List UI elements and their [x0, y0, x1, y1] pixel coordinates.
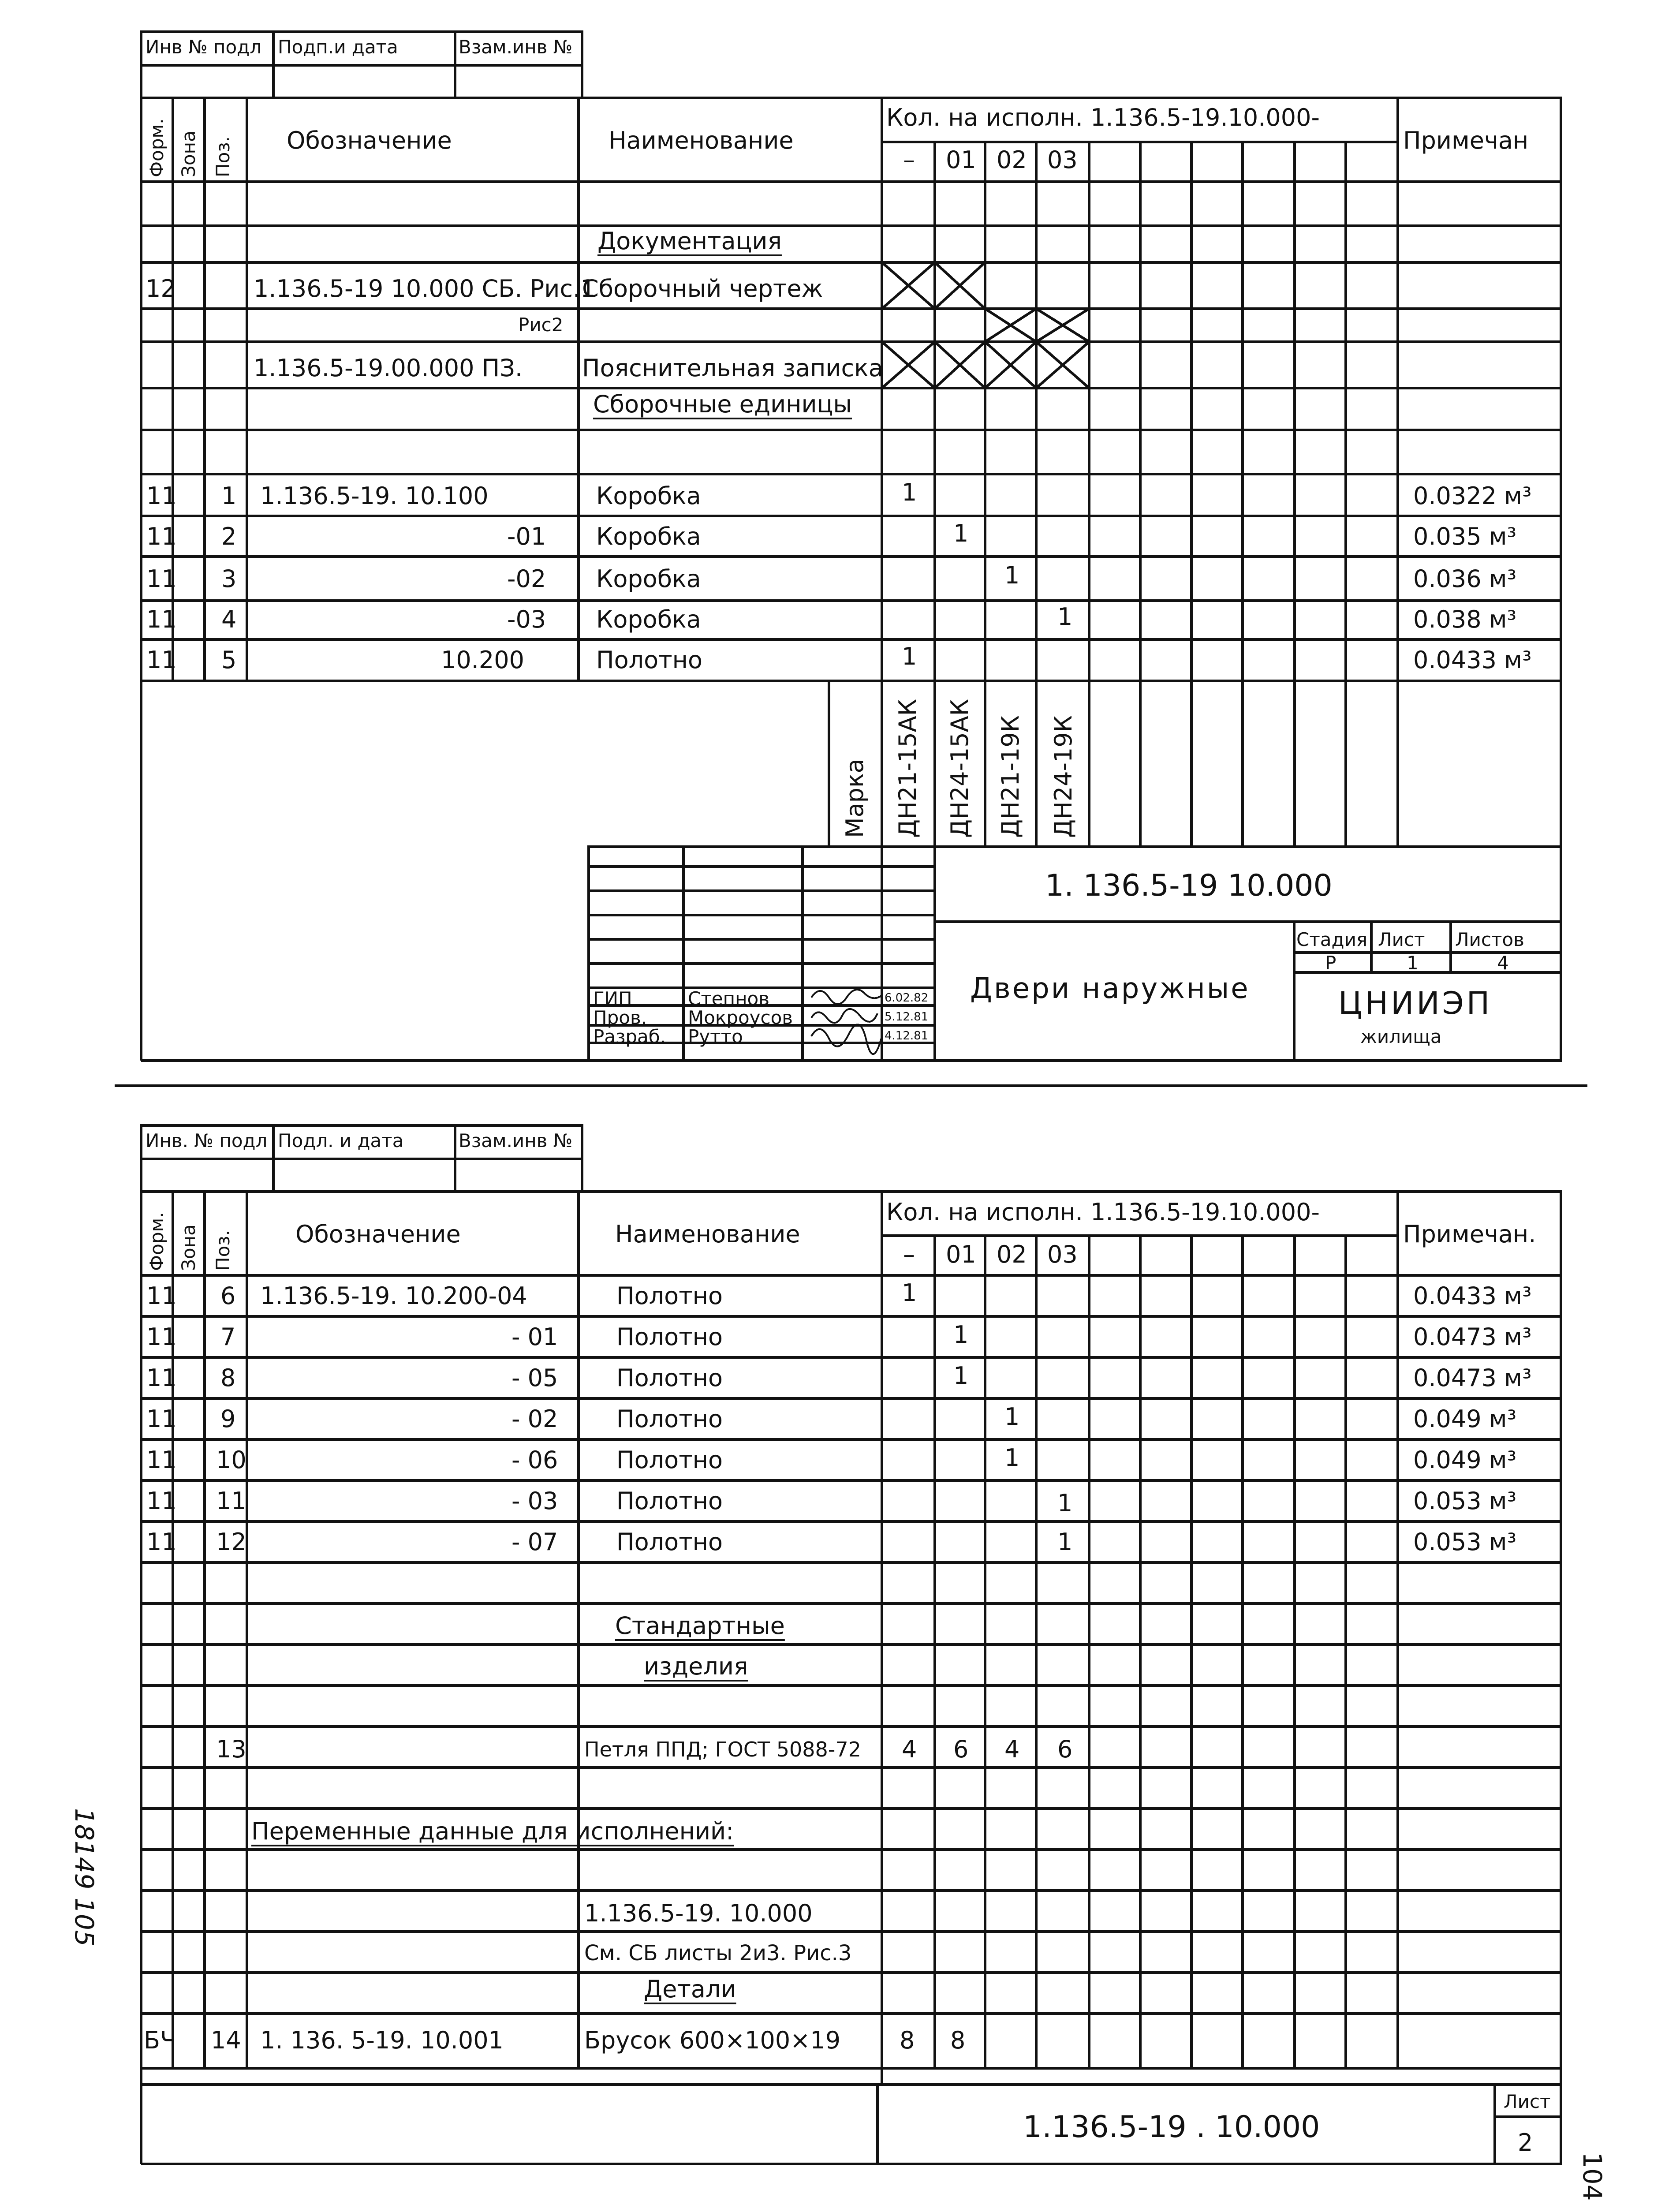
- header-form: Форм.: [146, 1212, 168, 1271]
- row-pos: 2: [221, 523, 237, 550]
- row-pos: 12: [216, 1528, 246, 1556]
- variable-line-1: 1.136.5-19. 10.000: [584, 1899, 813, 1927]
- mark-value: ДН24-19К: [1049, 715, 1077, 838]
- row-name: Полотно: [616, 1487, 723, 1515]
- row-pos: 4: [221, 605, 237, 633]
- row-form: 11: [146, 1282, 177, 1310]
- row-qty: 4: [902, 1735, 917, 1763]
- row-qty: 6: [1057, 1735, 1073, 1763]
- signer-date: 6.02.82: [885, 991, 929, 1005]
- footer-sheet-label: Лист: [1504, 2091, 1551, 2112]
- row-name: Пояснительная записка: [582, 354, 883, 382]
- row-qty: 1: [1004, 1444, 1020, 1472]
- row-qty: 1: [953, 519, 969, 547]
- margin-note-right: 104: [1577, 2152, 1607, 2201]
- row-form: 11: [146, 646, 177, 674]
- row-name: Полотно: [616, 1528, 723, 1556]
- header-pos: Поз.: [212, 136, 234, 177]
- row-pos: 10: [216, 1446, 246, 1474]
- row-qty: 8: [950, 2026, 966, 2054]
- signature-scribbles: [811, 990, 882, 1054]
- row-qty: 1: [953, 1321, 969, 1349]
- header-variant: 01: [946, 146, 976, 174]
- stamp-sign-label: Подл. и дата: [278, 1130, 404, 1151]
- mark-value: ДН21-15АК: [894, 699, 922, 838]
- row-form: 11: [146, 565, 177, 593]
- row-designation: - 03: [511, 1487, 558, 1515]
- sheets-label: Листов: [1455, 929, 1524, 950]
- row-pos: 7: [220, 1323, 236, 1351]
- row-qty: 1: [902, 478, 917, 506]
- stamp-replace-label: Взам.инв №: [459, 36, 573, 58]
- row-note: 0.038 м³: [1413, 605, 1517, 633]
- row-form: 11: [146, 523, 177, 550]
- row-designation: 1.136.5-19 10.000 СБ. Рис.1: [254, 275, 596, 303]
- row-pos: 8: [220, 1364, 236, 1392]
- row-name: Полотно: [616, 1282, 723, 1310]
- row-pos: 11: [216, 1487, 246, 1515]
- header-note: Примечан: [1403, 127, 1529, 154]
- row-qty: 1: [902, 643, 917, 670]
- section-documentation: Документация: [597, 227, 782, 255]
- header-variant: 01: [946, 1241, 976, 1268]
- row-form: 11: [146, 1446, 177, 1474]
- row-form: БЧ: [144, 2026, 177, 2054]
- mark-value: ДН24-15АК: [946, 699, 974, 838]
- section-details: Детали: [644, 1975, 736, 2003]
- sheet-value: 1: [1407, 952, 1419, 974]
- row-note: 0.035 м³: [1413, 523, 1517, 550]
- margin-note-left: 18149 105: [69, 1808, 99, 1947]
- stamp-inv-label: Инв № подл: [146, 36, 262, 58]
- header-form: Форм.: [146, 118, 168, 177]
- row-form: 11: [146, 605, 177, 633]
- section-standard-1: Стандартные: [615, 1612, 785, 1640]
- section-standard-2: изделия: [644, 1652, 748, 1680]
- row-form: 11: [146, 482, 177, 510]
- row-note: 0.0433 м³: [1413, 1282, 1532, 1310]
- row-designation: 1. 136. 5-19. 10.001: [260, 2026, 504, 2054]
- signer-date: 4.12.81: [885, 1029, 929, 1043]
- row-qty: 1: [1057, 1489, 1073, 1517]
- row-name: Полотно: [616, 1446, 723, 1474]
- header-note: Примечан.: [1403, 1220, 1536, 1248]
- row-designation: - 05: [511, 1364, 558, 1392]
- stage-label: Стадия: [1296, 929, 1368, 950]
- row-pos: 13: [216, 1735, 246, 1763]
- header-variant: 03: [1047, 146, 1078, 174]
- row-form: 11: [146, 1528, 177, 1556]
- header-designation: Обозначение: [295, 1220, 461, 1248]
- row-pos: 5: [221, 646, 237, 674]
- row-designation: - 02: [511, 1405, 558, 1433]
- org-name-line2: жилища: [1360, 1026, 1442, 1047]
- row-designation: - 06: [511, 1446, 558, 1474]
- row-name: Коробка: [596, 523, 701, 550]
- row-designation: -02: [507, 565, 546, 593]
- row-designation: 1.136.5-19. 10.200-04: [260, 1282, 527, 1310]
- header-name: Наименование: [615, 1220, 800, 1248]
- row-note: 0.0473 м³: [1413, 1364, 1532, 1392]
- mark-label: Марка: [841, 759, 869, 838]
- row-note: 0.049 м³: [1413, 1405, 1517, 1433]
- stamp-sign-label: Подп.и дата: [278, 36, 398, 58]
- row-designation: - 01: [511, 1323, 558, 1351]
- sheet-label: Лист: [1378, 929, 1425, 950]
- row-pos: 3: [221, 565, 237, 593]
- header-variant: 02: [997, 1241, 1027, 1268]
- row-qty: 1: [953, 1362, 969, 1390]
- signer-date: 5.12.81: [885, 1010, 929, 1024]
- row-qty: 1: [1004, 1403, 1020, 1431]
- row-qty: 1: [1057, 603, 1073, 631]
- row-qty: 1: [902, 1279, 917, 1307]
- row-name: Полотно: [616, 1323, 723, 1351]
- row-designation: - 07: [511, 1528, 558, 1556]
- row-form: 11: [146, 1323, 177, 1351]
- row-pos: 14: [211, 2026, 241, 2054]
- row-form: 11: [146, 1405, 177, 1433]
- row-name: Коробка: [596, 605, 701, 633]
- header-variant: –: [903, 1241, 915, 1268]
- header-designation: Обозначение: [287, 127, 452, 154]
- header-qty: Кол. на исполн. 1.136.5-19.10.000-: [886, 1198, 1320, 1226]
- row-name: Полотно: [616, 1405, 723, 1433]
- row-form: 11: [146, 1364, 177, 1392]
- org-name: ЦНИИЭП: [1338, 985, 1493, 1021]
- row-designation: 1.136.5-19.00.000 ПЗ.: [254, 354, 523, 382]
- sheets-value: 4: [1497, 952, 1509, 974]
- section-assembly-units: Сборочные единицы: [593, 390, 852, 418]
- stage-value: Р: [1325, 952, 1337, 974]
- row-note: 0.049 м³: [1413, 1446, 1517, 1474]
- row-name: Полотно: [616, 1364, 723, 1392]
- header-variant: 02: [997, 146, 1027, 174]
- signer-role: ГИП: [593, 988, 632, 1009]
- row-note: 0.0433 м³: [1413, 646, 1532, 674]
- section-variable-data: Переменные данные для исполнений:: [251, 1817, 734, 1845]
- variable-line-2: См. СБ листы 2и3. Рис.3: [584, 1941, 852, 1966]
- row-designation: -01: [507, 523, 546, 550]
- row-designation: 1.136.5-19. 10.100: [260, 482, 489, 510]
- row-pos: 1: [221, 482, 237, 510]
- row-qty: 1: [1057, 1528, 1073, 1556]
- footer-sheet-number: 2: [1518, 2129, 1533, 2156]
- title-block-title: Двери наружные: [970, 972, 1250, 1005]
- signer-name: Мокроусов: [688, 1007, 793, 1028]
- row-note: 0.0322 м³: [1413, 482, 1532, 510]
- row-name: Сборочный чертеж: [582, 275, 823, 303]
- row-name: Брусок 600×100×19: [584, 2026, 841, 2054]
- signer-name: Рутто: [688, 1026, 743, 1047]
- row-note: 0.0473 м³: [1413, 1323, 1532, 1351]
- header-variant: 03: [1047, 1241, 1078, 1268]
- row-note: 0.036 м³: [1413, 565, 1517, 593]
- row-qty: 8: [900, 2026, 915, 2054]
- signer-role: Разраб.: [593, 1026, 666, 1047]
- signer-name: Степнов: [688, 988, 770, 1009]
- row-pos: 9: [220, 1405, 236, 1433]
- row-form: 11: [146, 1487, 177, 1515]
- row-name: Петля ППД; ГОСТ 5088-72: [584, 1738, 861, 1761]
- row-name: Коробка: [596, 565, 701, 593]
- header-variant: –: [903, 146, 915, 174]
- row-note: 0.053 м³: [1413, 1528, 1517, 1556]
- row-qty: 1: [1004, 561, 1020, 589]
- header-zone: Зона: [178, 1224, 199, 1271]
- row-qty: 6: [953, 1735, 969, 1763]
- row-pos: 6: [220, 1282, 236, 1310]
- row-qty: 4: [1004, 1735, 1020, 1763]
- row-note: 0.053 м³: [1413, 1487, 1517, 1515]
- row-designation: 10.200: [441, 646, 524, 674]
- row-name: Коробка: [596, 482, 701, 510]
- stamp-inv-label: Инв. № подл: [146, 1130, 268, 1151]
- row-designation: Рис2: [518, 314, 564, 336]
- header-qty: Кол. на исполн. 1.136.5-19.10.000-: [886, 104, 1320, 131]
- title-block-code: 1. 136.5-19 10.000: [1045, 868, 1333, 903]
- header-pos: Поз.: [212, 1230, 234, 1271]
- footer-code: 1.136.5-19 . 10.000: [1023, 2110, 1320, 2145]
- row-name: Полотно: [596, 646, 702, 674]
- stamp-replace-label: Взам.инв №: [459, 1130, 573, 1151]
- mark-value: ДН21-19К: [997, 715, 1024, 838]
- header-zone: Зона: [178, 131, 199, 177]
- row-designation: -03: [507, 605, 546, 633]
- header-name: Наименование: [609, 127, 794, 154]
- signer-role: Пров.: [593, 1007, 647, 1028]
- row-form: 12: [146, 275, 176, 303]
